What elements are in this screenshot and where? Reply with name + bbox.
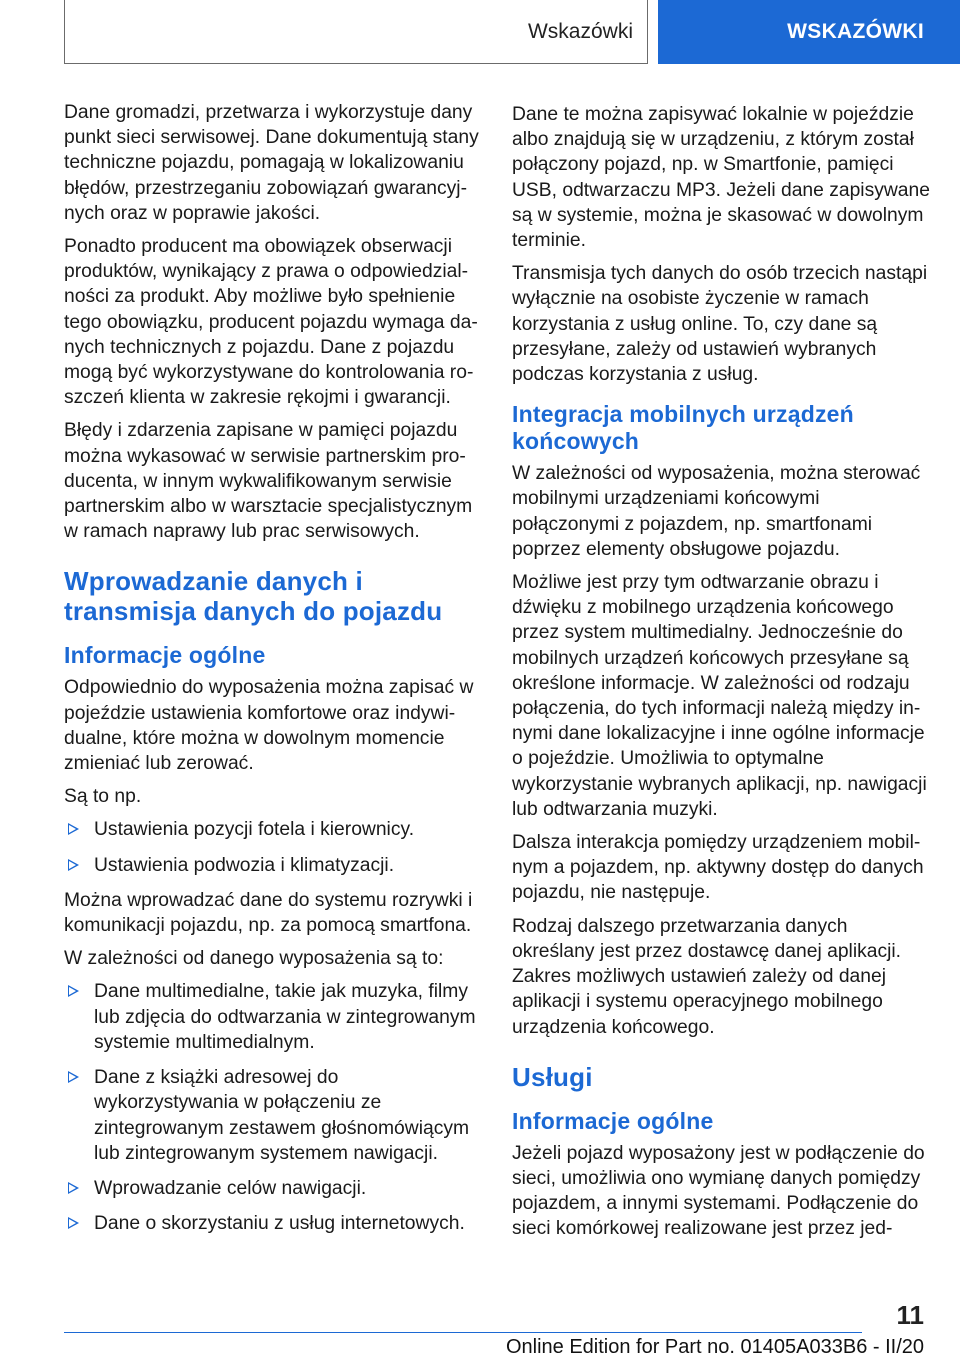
right-column xyxy=(512,102,930,1250)
triangle-bullet-icon xyxy=(68,1182,79,1194)
paragraph: Dane te można zapisywać lokalnie w pojeździe albo znajdują się w urządzeniu, z którym został połączony pojazd, np. w Smartfonie, pamięci USB, odtwarzaczu MP3. Jeżeli dane zapisywane są w systemie, można je skasować w dowolnym terminie. xyxy=(512,104,930,252)
list-item: Ustawienia podwozia i klimatyzacji. xyxy=(64,853,482,878)
bullet-list xyxy=(64,979,482,1236)
list-item: Wprowadzanie celów nawigacji. xyxy=(64,1176,482,1201)
paragraph: Dane gromadzi, przetwarza i wykorzystuje dany punkt sieci serwisowej. Dane dokumentują stany techniczne pojazdu, pomagają w lokalizowaniu błędów, przestrzeganiu zobowiązań gwarancyjnych oraz w poprawie jakości. xyxy=(64,102,479,224)
paragraph: Można wprowadzać dane do systemu rozrywki i komunikacji pojazdu, np. za pomocą smartfona. xyxy=(64,889,473,937)
paragraph: Możliwe jest przy tym odtwarzanie obrazu i dźwięku z mobilnego urządzenia końcowego przez system multimedialny. Jednocześnie do mobilnych urządzeń końcowych przesyłane są określone informacje. W zależności od rodzaju połączenia, do tych informacji należą między innymi dane lokalizacyjne i inne ogólne informacje o pojeździe. Umożliwia to optymalne wykorzystanie wybranych aplikacji, np. nawigacji lub odtwarzania muzyki. xyxy=(512,572,927,820)
triangle-bullet-icon xyxy=(68,1071,79,1083)
list-item: Dane o skorzystaniu z usług internetowych. xyxy=(64,1211,482,1236)
paragraph: W zależności od danego wyposażenia są to: xyxy=(64,948,444,970)
page-number: 11 xyxy=(896,1300,924,1330)
list-item: Dane z książki adresowej do wykorzystywania w połączeniu ze zintegrowanym zestawem głośnomówiącym lub zintegrowanym systemem nawigacji. xyxy=(64,1065,482,1166)
paragraph: Rodzaj dalszego przetwarzania danych określany jest przez dostawcę danej aplikacji. Zakres możliwych ustawień zależy od danej aplikacji i systemu operacyjnego mobilnego urządzenia końcowego. xyxy=(512,915,902,1038)
section-heading: Wprowadzanie danych i transmisja danych do pojazdu xyxy=(64,566,443,627)
triangle-bullet-icon xyxy=(68,1217,79,1229)
section-header xyxy=(64,0,648,64)
section-heading: Usługi xyxy=(512,1061,593,1092)
paragraph: Odpowiednio do wyposażenia można zapisać w pojeździe ustawienia komfortowe oraz indywidualne, które można w dowolnym momencie zmieniać lub zerować. xyxy=(64,677,474,775)
footer-divider xyxy=(64,1332,862,1333)
subsection-heading: Informacje ogólne xyxy=(512,1107,714,1134)
subsection-heading: Integracja mobilnych urządzeń końcowych xyxy=(512,401,854,455)
triangle-bullet-icon xyxy=(68,985,79,997)
paragraph: Błędy i zdarzenia zapisane w pamięci pojazdu można wykasować w serwisie partnerskim producenta, w innym wykwalifikowanym serwisie partnerskim albo w warsztacie specjalistycznym w ramach naprawy lub prac serwisowych. xyxy=(64,420,473,543)
list-item: Dane multimedialne, takie jak muzyka, filmy lub zdjęcia do odtwarzania w zintegrowanym systemie multimedialnym. xyxy=(64,979,482,1055)
triangle-bullet-icon xyxy=(68,823,79,835)
paragraph: W zależności od wyposażenia, można sterować mobilnymi urządzeniami końcowymi połączonymi z pojazdem, np. smartfonami poprzez elementy obsługowe pojazdu. xyxy=(512,463,921,560)
left-column xyxy=(64,100,482,1246)
list-item: Ustawienia pozycji fotela i kierownicy. xyxy=(64,817,482,842)
triangle-bullet-icon xyxy=(68,859,79,871)
bullet-list xyxy=(64,817,482,877)
chapter-tab[interactable] xyxy=(658,0,960,64)
paragraph: Są to np. xyxy=(64,786,142,808)
subsection-heading: Informacje ogólne xyxy=(64,642,266,669)
paragraph: Ponadto producent ma obowiązek obserwacji produktów, wynikający z prawa o odpowiedzialności za produkt. Aby możliwe było spełnienie tego obowiązku, producent pojazdu wymaga danych technicznych z pojazdu. Dane z pojazdu mogą być wykorzystywane do kontrolowania roszczeń klienta w zakresie rękojmi i gwarancji. xyxy=(64,236,478,409)
section-title: Wskazówki xyxy=(527,19,633,43)
paragraph: Transmisja tych danych do osób trzecich nastąpi wyłącznie na osobiste życzenie w ramach korzystania z usług online. To, czy dane są przesyłane, zależy od ustawień wybranych podczas korzystania z usług. xyxy=(512,263,928,386)
chapter-tab-label: WSKAZÓWKI xyxy=(787,20,924,43)
footer-edition: Online Edition for Part no. 01405A033B6 - II/20 xyxy=(505,1336,924,1358)
paragraph: Jeżeli pojazd wyposażony jest w podłączenie do sieci, umożliwia ono wymianę danych pomiędzy pojazdem, a innymi systemami. Podłączenie do sieci komórkowej realizowane jest przez jed- xyxy=(512,1142,925,1240)
paragraph: Dalsza interakcja pomiędzy urządzeniem mobilnym a pojazdem, np. aktywny dostęp do danych pojazdu, nie następuje. xyxy=(512,832,924,904)
